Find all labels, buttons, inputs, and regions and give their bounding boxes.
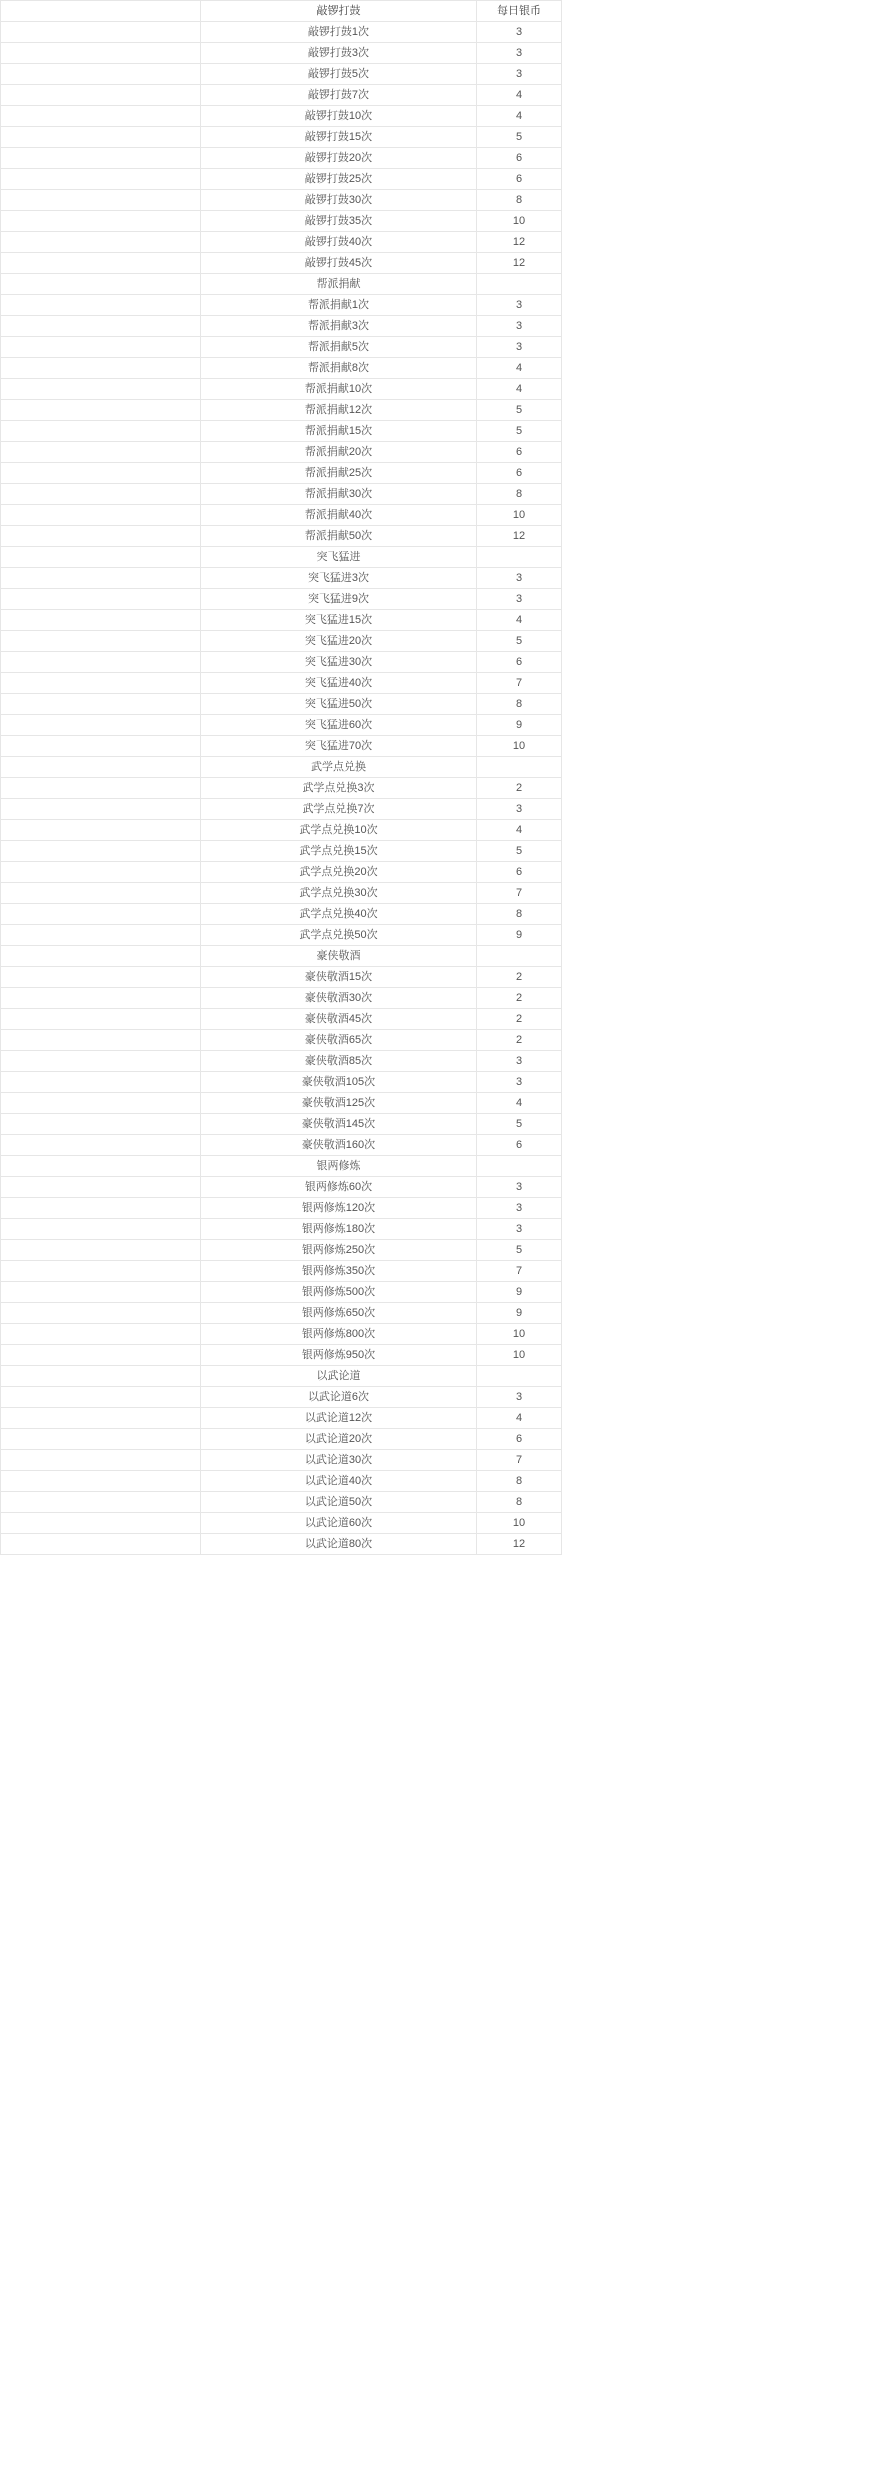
row-spacer-cell (1, 1219, 201, 1240)
table-row (1, 127, 562, 148)
row-spacer-cell (1, 967, 201, 988)
group-value-cell (477, 547, 562, 568)
row-spacer-cell (1, 1408, 201, 1429)
silver-value-cell: 3 (477, 337, 562, 358)
silver-value-cell: 4 (477, 820, 562, 841)
row-spacer-cell (1, 1471, 201, 1492)
table-row (1, 484, 562, 505)
silver-value-cell: 3 (477, 1072, 562, 1093)
group-title-cell: 敲锣打鼓 (201, 1, 477, 22)
table-row (1, 841, 562, 862)
silver-value-cell: 4 (477, 1408, 562, 1429)
task-label-cell: 敲锣打鼓35次 (201, 211, 477, 232)
silver-value-cell: 5 (477, 631, 562, 652)
silver-value-cell: 5 (477, 1240, 562, 1261)
row-spacer-cell (1, 358, 201, 379)
table-row (1, 22, 562, 43)
silver-value-cell: 4 (477, 85, 562, 106)
silver-value-cell: 8 (477, 1471, 562, 1492)
row-spacer-cell (1, 463, 201, 484)
table-row (1, 673, 562, 694)
task-label-cell: 以武论道12次 (201, 1408, 477, 1429)
silver-value-cell: 6 (477, 169, 562, 190)
task-label-cell: 豪侠敬酒15次 (201, 967, 477, 988)
row-spacer-cell (1, 1282, 201, 1303)
row-spacer-cell (1, 1240, 201, 1261)
group-value-cell (477, 1366, 562, 1387)
silver-value-cell: 6 (477, 1135, 562, 1156)
task-label-cell: 以武论道20次 (201, 1429, 477, 1450)
task-label-cell: 突飞猛进30次 (201, 652, 477, 673)
row-spacer-cell (1, 862, 201, 883)
group-value-cell (477, 946, 562, 967)
table-row (1, 400, 562, 421)
table-row (1, 652, 562, 673)
table-row (1, 442, 562, 463)
task-label-cell: 银两修炼500次 (201, 1282, 477, 1303)
row-spacer-cell (1, 1198, 201, 1219)
row-spacer-cell (1, 274, 201, 295)
silver-value-cell: 8 (477, 190, 562, 211)
group-title-cell: 豪侠敬酒 (201, 946, 477, 967)
row-spacer-cell (1, 757, 201, 778)
row-spacer-cell (1, 43, 201, 64)
task-label-cell: 帮派捐献30次 (201, 484, 477, 505)
task-label-cell: 帮派捐献8次 (201, 358, 477, 379)
silver-value-cell: 3 (477, 1387, 562, 1408)
task-label-cell: 敲锣打鼓7次 (201, 85, 477, 106)
row-spacer-cell (1, 1303, 201, 1324)
silver-value-cell: 3 (477, 1219, 562, 1240)
row-spacer-cell (1, 841, 201, 862)
table-row (1, 904, 562, 925)
task-label-cell: 敲锣打鼓30次 (201, 190, 477, 211)
row-spacer-cell (1, 1177, 201, 1198)
row-spacer-cell (1, 568, 201, 589)
silver-value-cell: 3 (477, 568, 562, 589)
silver-value-cell: 3 (477, 316, 562, 337)
row-spacer-cell (1, 64, 201, 85)
table-row (1, 1450, 562, 1471)
row-spacer-cell (1, 85, 201, 106)
task-label-cell: 武学点兑换15次 (201, 841, 477, 862)
table-row (1, 1303, 562, 1324)
table-row (1, 1240, 562, 1261)
task-label-cell: 帮派捐献15次 (201, 421, 477, 442)
table-row (1, 1135, 562, 1156)
task-label-cell: 银两修炼650次 (201, 1303, 477, 1324)
row-spacer-cell (1, 1156, 201, 1177)
silver-value-cell: 6 (477, 862, 562, 883)
silver-value-cell: 5 (477, 400, 562, 421)
table-row (1, 1324, 562, 1345)
row-spacer-cell (1, 1135, 201, 1156)
silver-value-cell: 12 (477, 232, 562, 253)
task-label-cell: 帮派捐献5次 (201, 337, 477, 358)
row-spacer-cell (1, 1, 201, 22)
currency-header-cell: 每日银币 (477, 1, 562, 22)
silver-value-cell: 10 (477, 736, 562, 757)
silver-value-cell: 5 (477, 841, 562, 862)
row-spacer-cell (1, 295, 201, 316)
silver-value-cell: 8 (477, 904, 562, 925)
task-label-cell: 武学点兑换7次 (201, 799, 477, 820)
table-row (1, 232, 562, 253)
group-title-row (1, 1366, 562, 1387)
task-label-cell: 豪侠敬酒160次 (201, 1135, 477, 1156)
table-row (1, 589, 562, 610)
task-label-cell: 银两修炼120次 (201, 1198, 477, 1219)
table-row (1, 253, 562, 274)
table-header-row (1, 1, 562, 22)
task-label-cell: 帮派捐献50次 (201, 526, 477, 547)
table-row (1, 568, 562, 589)
silver-value-cell: 6 (477, 1429, 562, 1450)
row-spacer-cell (1, 337, 201, 358)
table-row (1, 1051, 562, 1072)
silver-value-cell: 12 (477, 253, 562, 274)
group-title-cell: 银两修炼 (201, 1156, 477, 1177)
task-label-cell: 帮派捐献1次 (201, 295, 477, 316)
silver-value-cell: 2 (477, 988, 562, 1009)
row-spacer-cell (1, 106, 201, 127)
row-spacer-cell (1, 211, 201, 232)
task-label-cell: 敲锣打鼓3次 (201, 43, 477, 64)
row-spacer-cell (1, 778, 201, 799)
row-spacer-cell (1, 631, 201, 652)
task-label-cell: 豪侠敬酒30次 (201, 988, 477, 1009)
task-label-cell: 银两修炼60次 (201, 1177, 477, 1198)
table-row (1, 715, 562, 736)
task-label-cell: 帮派捐献20次 (201, 442, 477, 463)
silver-value-cell: 4 (477, 610, 562, 631)
row-spacer-cell (1, 1387, 201, 1408)
table-row (1, 358, 562, 379)
table-row (1, 1114, 562, 1135)
group-title-cell: 武学点兑换 (201, 757, 477, 778)
task-label-cell: 敲锣打鼓5次 (201, 64, 477, 85)
silver-value-cell: 3 (477, 1051, 562, 1072)
row-spacer-cell (1, 1051, 201, 1072)
table-row (1, 337, 562, 358)
task-label-cell: 敲锣打鼓1次 (201, 22, 477, 43)
silver-value-cell: 4 (477, 379, 562, 400)
silver-value-cell: 12 (477, 1534, 562, 1555)
row-spacer-cell (1, 1114, 201, 1135)
row-spacer-cell (1, 820, 201, 841)
task-label-cell: 武学点兑换50次 (201, 925, 477, 946)
table-row (1, 505, 562, 526)
silver-value-cell: 12 (477, 526, 562, 547)
silver-value-cell: 8 (477, 484, 562, 505)
task-label-cell: 武学点兑换40次 (201, 904, 477, 925)
row-spacer-cell (1, 1324, 201, 1345)
silver-value-cell: 3 (477, 64, 562, 85)
task-label-cell: 敲锣打鼓45次 (201, 253, 477, 274)
task-label-cell: 突飞猛进20次 (201, 631, 477, 652)
task-label-cell: 突飞猛进3次 (201, 568, 477, 589)
task-label-cell: 豪侠敬酒125次 (201, 1093, 477, 1114)
table-row (1, 925, 562, 946)
row-spacer-cell (1, 400, 201, 421)
row-spacer-cell (1, 190, 201, 211)
silver-value-cell: 3 (477, 799, 562, 820)
table-row (1, 1261, 562, 1282)
table-row (1, 169, 562, 190)
row-spacer-cell (1, 610, 201, 631)
task-label-cell: 以武论道80次 (201, 1534, 477, 1555)
row-spacer-cell (1, 1030, 201, 1051)
row-spacer-cell (1, 253, 201, 274)
task-label-cell: 突飞猛进15次 (201, 610, 477, 631)
table-row (1, 316, 562, 337)
daily-silver-reward-table (0, 0, 562, 1555)
silver-value-cell: 10 (477, 1513, 562, 1534)
task-label-cell: 银两修炼950次 (201, 1345, 477, 1366)
silver-value-cell: 3 (477, 589, 562, 610)
row-spacer-cell (1, 673, 201, 694)
group-title-row (1, 1156, 562, 1177)
table-row (1, 883, 562, 904)
table-row (1, 820, 562, 841)
silver-value-cell: 3 (477, 295, 562, 316)
row-spacer-cell (1, 1261, 201, 1282)
table-row (1, 106, 562, 127)
silver-value-cell: 3 (477, 1198, 562, 1219)
row-spacer-cell (1, 988, 201, 1009)
table-row (1, 1513, 562, 1534)
table-row (1, 1492, 562, 1513)
row-spacer-cell (1, 652, 201, 673)
row-spacer-cell (1, 421, 201, 442)
task-label-cell: 帮派捐献25次 (201, 463, 477, 484)
row-spacer-cell (1, 127, 201, 148)
silver-value-cell: 6 (477, 463, 562, 484)
row-spacer-cell (1, 1345, 201, 1366)
group-value-cell (477, 274, 562, 295)
row-spacer-cell (1, 799, 201, 820)
task-label-cell: 以武论道40次 (201, 1471, 477, 1492)
silver-value-cell: 8 (477, 1492, 562, 1513)
task-label-cell: 敲锣打鼓10次 (201, 106, 477, 127)
table-row (1, 862, 562, 883)
task-label-cell: 以武论道30次 (201, 1450, 477, 1471)
table-row (1, 778, 562, 799)
table-row (1, 379, 562, 400)
table-row (1, 1072, 562, 1093)
task-label-cell: 帮派捐献40次 (201, 505, 477, 526)
group-title-row (1, 757, 562, 778)
task-label-cell: 突飞猛进70次 (201, 736, 477, 757)
table-row (1, 1177, 562, 1198)
row-spacer-cell (1, 1492, 201, 1513)
table-row (1, 526, 562, 547)
group-value-cell (477, 757, 562, 778)
silver-value-cell: 3 (477, 22, 562, 43)
table-row (1, 736, 562, 757)
task-label-cell: 以武论道50次 (201, 1492, 477, 1513)
silver-value-cell: 2 (477, 1009, 562, 1030)
row-spacer-cell (1, 883, 201, 904)
row-spacer-cell (1, 526, 201, 547)
task-label-cell: 银两修炼800次 (201, 1324, 477, 1345)
table-row (1, 694, 562, 715)
silver-value-cell: 4 (477, 1093, 562, 1114)
row-spacer-cell (1, 1513, 201, 1534)
silver-value-cell: 2 (477, 967, 562, 988)
silver-value-cell: 5 (477, 1114, 562, 1135)
table-row (1, 1219, 562, 1240)
table-row (1, 211, 562, 232)
table-row (1, 1534, 562, 1555)
row-spacer-cell (1, 946, 201, 967)
group-title-row (1, 547, 562, 568)
silver-value-cell: 4 (477, 106, 562, 127)
row-spacer-cell (1, 715, 201, 736)
table-row (1, 610, 562, 631)
table-row (1, 1471, 562, 1492)
group-value-cell (477, 1156, 562, 1177)
silver-value-cell: 5 (477, 127, 562, 148)
task-label-cell: 豪侠敬酒105次 (201, 1072, 477, 1093)
table-row (1, 1345, 562, 1366)
row-spacer-cell (1, 547, 201, 568)
row-spacer-cell (1, 169, 201, 190)
silver-value-cell: 5 (477, 421, 562, 442)
silver-value-cell: 7 (477, 883, 562, 904)
table-row (1, 64, 562, 85)
silver-value-cell: 2 (477, 1030, 562, 1051)
row-spacer-cell (1, 505, 201, 526)
task-label-cell: 豪侠敬酒65次 (201, 1030, 477, 1051)
task-label-cell: 武学点兑换10次 (201, 820, 477, 841)
row-spacer-cell (1, 442, 201, 463)
task-label-cell: 银两修炼180次 (201, 1219, 477, 1240)
silver-value-cell: 4 (477, 358, 562, 379)
silver-value-cell: 6 (477, 442, 562, 463)
task-label-cell: 突飞猛进9次 (201, 589, 477, 610)
task-label-cell: 以武论道6次 (201, 1387, 477, 1408)
silver-value-cell: 10 (477, 211, 562, 232)
task-label-cell: 敲锣打鼓15次 (201, 127, 477, 148)
row-spacer-cell (1, 148, 201, 169)
silver-value-cell: 8 (477, 694, 562, 715)
silver-value-cell: 10 (477, 1324, 562, 1345)
row-spacer-cell (1, 484, 201, 505)
table-row (1, 1009, 562, 1030)
silver-value-cell: 2 (477, 778, 562, 799)
table-row (1, 1408, 562, 1429)
table-row (1, 43, 562, 64)
row-spacer-cell (1, 1429, 201, 1450)
table-row (1, 1429, 562, 1450)
row-spacer-cell (1, 1366, 201, 1387)
table-row (1, 295, 562, 316)
group-title-cell: 帮派捐献 (201, 274, 477, 295)
silver-value-cell: 9 (477, 715, 562, 736)
table-row (1, 421, 562, 442)
task-label-cell: 敲锣打鼓20次 (201, 148, 477, 169)
silver-value-cell: 9 (477, 1303, 562, 1324)
row-spacer-cell (1, 925, 201, 946)
table-row (1, 1387, 562, 1408)
row-spacer-cell (1, 1072, 201, 1093)
task-label-cell: 帮派捐献3次 (201, 316, 477, 337)
row-spacer-cell (1, 232, 201, 253)
table-row (1, 1093, 562, 1114)
row-spacer-cell (1, 589, 201, 610)
row-spacer-cell (1, 22, 201, 43)
table-row (1, 988, 562, 1009)
task-label-cell: 银两修炼350次 (201, 1261, 477, 1282)
table-row (1, 967, 562, 988)
task-label-cell: 突飞猛进60次 (201, 715, 477, 736)
table-row (1, 190, 562, 211)
task-label-cell: 帮派捐献10次 (201, 379, 477, 400)
silver-value-cell: 7 (477, 673, 562, 694)
table-row (1, 631, 562, 652)
table-row (1, 1198, 562, 1219)
silver-value-cell: 9 (477, 925, 562, 946)
silver-value-cell: 9 (477, 1282, 562, 1303)
table-row (1, 1282, 562, 1303)
silver-value-cell: 7 (477, 1450, 562, 1471)
silver-value-cell: 3 (477, 1177, 562, 1198)
task-label-cell: 银两修炼250次 (201, 1240, 477, 1261)
silver-value-cell: 3 (477, 43, 562, 64)
silver-value-cell: 10 (477, 505, 562, 526)
row-spacer-cell (1, 904, 201, 925)
row-spacer-cell (1, 736, 201, 757)
task-label-cell: 豪侠敬酒85次 (201, 1051, 477, 1072)
silver-value-cell: 7 (477, 1261, 562, 1282)
task-label-cell: 突飞猛进40次 (201, 673, 477, 694)
task-label-cell: 敲锣打鼓25次 (201, 169, 477, 190)
task-label-cell: 突飞猛进50次 (201, 694, 477, 715)
task-label-cell: 武学点兑换3次 (201, 778, 477, 799)
row-spacer-cell (1, 694, 201, 715)
group-title-row (1, 274, 562, 295)
task-label-cell: 以武论道60次 (201, 1513, 477, 1534)
row-spacer-cell (1, 1534, 201, 1555)
silver-value-cell: 6 (477, 148, 562, 169)
group-title-cell: 突飞猛进 (201, 547, 477, 568)
table-row (1, 85, 562, 106)
task-label-cell: 武学点兑换30次 (201, 883, 477, 904)
task-label-cell: 武学点兑换20次 (201, 862, 477, 883)
task-label-cell: 豪侠敬酒45次 (201, 1009, 477, 1030)
row-spacer-cell (1, 379, 201, 400)
task-label-cell: 帮派捐献12次 (201, 400, 477, 421)
silver-value-cell: 10 (477, 1345, 562, 1366)
row-spacer-cell (1, 1450, 201, 1471)
row-spacer-cell (1, 1093, 201, 1114)
table-row (1, 463, 562, 484)
table-row (1, 148, 562, 169)
row-spacer-cell (1, 316, 201, 337)
task-label-cell: 豪侠敬酒145次 (201, 1114, 477, 1135)
group-title-row (1, 946, 562, 967)
table-row (1, 799, 562, 820)
task-label-cell: 敲锣打鼓40次 (201, 232, 477, 253)
group-title-cell: 以武论道 (201, 1366, 477, 1387)
silver-value-cell: 6 (477, 652, 562, 673)
table-row (1, 1030, 562, 1051)
row-spacer-cell (1, 1009, 201, 1030)
